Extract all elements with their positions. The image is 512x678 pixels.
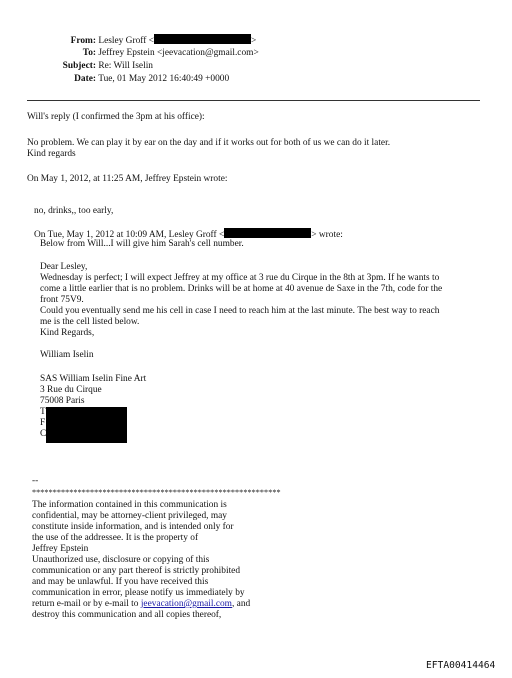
header-divider — [27, 100, 480, 101]
subject-label: Subject: — [62, 61, 96, 71]
below-from-text: Below from Will...I will give him Sarah's cell number. — [40, 239, 244, 249]
from-tail: > — [250, 36, 257, 46]
disclaimer-line: communication or any part thereof is strictly prohibited — [32, 566, 241, 576]
quote-header-1: On May 1, 2012, at 11:25 AM, Jeffrey Epstein wrote: — [27, 174, 228, 184]
subject-value: Re: Will Iselin — [98, 61, 153, 71]
redaction-box — [224, 228, 311, 238]
date-label: Date: — [74, 74, 96, 84]
para1-line1: Wednesday is perfect; I will expect Jeffrey at my office at 3 rue du Cirque in the 8th at 3pm. If he wants to — [40, 273, 440, 283]
disclaimer-line: and may be unlawful. If you have received this — [32, 577, 209, 587]
disclaimer-line: The information contained in this communication is — [32, 500, 227, 510]
redaction-box — [46, 407, 127, 443]
para1-line3: front 75V9. — [40, 295, 84, 305]
reply-line-2: Kind regards — [27, 149, 76, 159]
disclaimer-text: , and — [231, 599, 251, 609]
asterisk-divider: ************************************************************ — [32, 488, 281, 497]
from-label: From: — [70, 36, 96, 46]
to-line — [40, 47, 259, 59]
disclaimer-line: Unauthorized use, disclosure or copying of this — [32, 555, 210, 565]
para2-line2: me is the cell listed below. — [40, 317, 140, 327]
disclaimer-line: confidential, may be attorney-client privileged, may — [32, 511, 227, 521]
date-value: Tue, 01 May 2012 16:40:49 +0000 — [98, 74, 230, 84]
phone-f-label: F — [40, 418, 46, 428]
address-line-1: 3 Rue du Cirque — [40, 385, 102, 395]
signature-name: William Iselin — [40, 350, 94, 360]
phone-t-label: T — [40, 407, 46, 417]
email-link[interactable]: jeevacation@gmail.com — [140, 599, 232, 609]
disclaimer-line-with-link — [32, 599, 250, 610]
phone-c-label: C — [40, 429, 47, 439]
redaction-box — [154, 34, 251, 44]
from-line — [40, 34, 256, 47]
quote-header-2-post: > wrote: — [311, 230, 343, 240]
disclaimer-line: the use of the addressee. It is the property of — [32, 533, 199, 543]
disclaimer-line: destroy this communication and all copies thereof, — [32, 610, 222, 620]
reply-line-1: No problem. We can play it by ear on the day and if it works out for both of us we can do it later. — [27, 138, 391, 148]
disclaimer-text: return e-mail or by e-mail to — [32, 599, 141, 609]
quote-header-2-pre: On Tue, May 1, 2012 at 10:09 AM, Lesley Groff < — [34, 230, 225, 240]
company-name: SAS William Iselin Fine Art — [40, 374, 147, 384]
epstein-reply: no, drinks,, too early, — [34, 206, 114, 216]
disclaimer-line: Jeffrey Epstein — [32, 544, 89, 554]
kind-regards: Kind Regards, — [40, 328, 95, 338]
bates-number: EFTA00414464 — [426, 660, 496, 671]
para1-line2: come a little earlier that is no problem. Drinks will be at home at 40 avenue de Saxe in the 7th, code for the — [40, 284, 443, 294]
from-value: Lesley Groff < — [98, 36, 154, 46]
salutation: Dear Lesley, — [40, 262, 88, 272]
disclaimer-line: communication in error, please notify us immediately by — [32, 588, 245, 598]
para2-line1: Could you eventually send me his cell in case I need to reach him at the last minute. The best way to reach — [40, 306, 440, 316]
subject-line — [40, 60, 153, 72]
to-value: Jeffrey Epstein <jeevacation@gmail.com> — [98, 48, 259, 58]
disclaimer-line: constitute inside information, and is intended only for — [32, 522, 234, 532]
signature-dashes: -- — [32, 476, 39, 486]
date-line — [40, 73, 229, 85]
address-line-2: 75008 Paris — [40, 396, 85, 406]
intro-text: Will's reply (I confirmed the 3pm at his office): — [27, 112, 205, 122]
to-label: To: — [82, 48, 96, 58]
